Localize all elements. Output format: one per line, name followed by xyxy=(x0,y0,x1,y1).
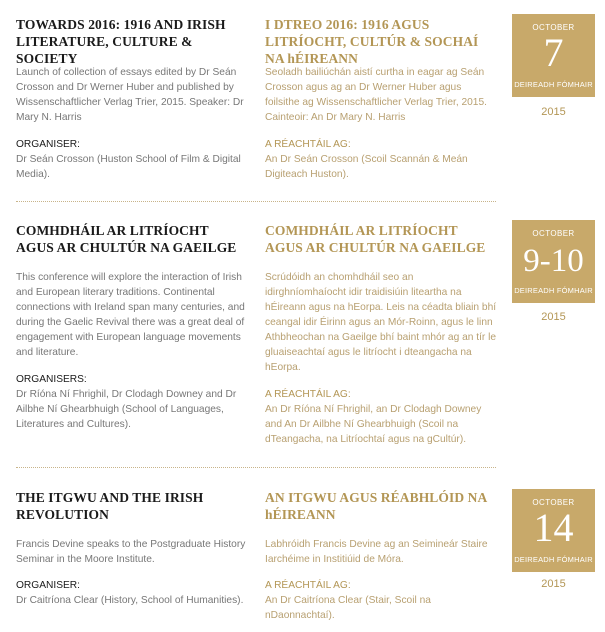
date-month: OCTOBER xyxy=(532,229,575,238)
event-title: THE ITGWU AND THE IRISH REVOLUTION xyxy=(16,490,204,522)
organiser-label-irish: A RÉACHTÁIL AG: xyxy=(265,139,351,150)
date-day: 9-10 xyxy=(523,243,584,279)
event-description-irish: Scrúdóidh an chomhdháil seo an idirghníomhaíocht idir traidisiúin liteartha na hÉireann agus na hEorpa. Leis na céadta bliain bhí ceangal idir Éirinn agus an Mór-Roinn, agus le linn Athbheochan na Gaeilge bhí baint mhór ag an tír le gluaiseachtaí agus le litríocht i dteangacha na hEorpa. xyxy=(265,272,497,373)
organiser-text: Dr Caitríona Clear (History, School of Humanities). xyxy=(16,595,244,606)
event-2-irish xyxy=(265,222,497,447)
event-title-irish: I DTREO 2016: 1916 AGUS LITRÍOCHT, CULTÚR & SOCHAÍ NA hÉIREANN xyxy=(265,17,479,66)
date-year: 2015 xyxy=(541,106,566,118)
organiser-label-irish: A RÉACHTÁIL AG: xyxy=(265,389,351,400)
organiser-text-irish: An Dr Seán Crosson (Scoil Scannán & Meán Digiteach Huston). xyxy=(265,154,468,180)
divider xyxy=(16,467,496,468)
date-month: OCTOBER xyxy=(532,498,575,507)
date-day: 14 xyxy=(533,505,574,550)
organiser-text: Dr Ríóna Ní Fhrighil, Dr Clodagh Downey and Dr Ailbhe Ní Ghearbhuigh (School of Languages, Literatures and Cultures). xyxy=(16,389,237,430)
event-2-english xyxy=(16,222,248,432)
date-badge xyxy=(512,14,595,97)
event-title: COMHDHÁIL AR LITRÍOCHT AGUS AR CHULTÚR NA GAEILGE xyxy=(16,223,237,255)
divider xyxy=(16,201,496,202)
organiser-label: ORGANISERS: xyxy=(16,374,87,385)
date-month: OCTOBER xyxy=(532,23,575,32)
date-month-irish: DEIREADH FÓMHAIR xyxy=(514,286,593,295)
date-badge xyxy=(512,489,595,572)
event-description-irish: Labhróidh Francis Devine ag an Seimineár Staire Iarchéime in Institiúid de Móra. xyxy=(265,539,488,565)
event-description-irish: Seoladh bailiúchán aistí curtha in eagar ag Seán Crosson agus ag an Dr Werner Huber agus foilsithe ag Wissenschaftlicher Verlag Trier, 2015. Cainteoir: An Dr Mary N. Harris xyxy=(265,67,487,123)
event-1-irish xyxy=(265,16,497,182)
date-year: 2015 xyxy=(541,578,566,590)
date-day: 7 xyxy=(543,30,564,75)
organiser-text: Dr Seán Crosson (Huston School of Film & Digital Media). xyxy=(16,154,241,180)
event-description: Francis Devine speaks to the Postgraduate History Seminar in the Moore Institute. xyxy=(16,539,246,565)
event-description: This conference will explore the interaction of Irish and European literary traditions. Continental connections with Ireland span many centuries, and during the Gaelic Revival there was a great deal of engagement with European language movements and literature. xyxy=(16,272,245,358)
organiser-label: ORGANISER: xyxy=(16,139,80,150)
event-3-english xyxy=(16,489,248,608)
organiser-text-irish: An Dr Caitríona Clear (Stair, Scoil na nDaonnachtaí). xyxy=(265,595,431,621)
event-3-irish xyxy=(265,489,497,623)
organiser-text-irish: An Dr Ríóna Ní Fhrighil, an Dr Clodagh Downey and An Dr Ailbhe Ní Ghearbhuigh (Scoil na dTeangacha, na Litríochtaí agus na gCultúr). xyxy=(265,404,482,445)
event-title-irish: COMHDHÁIL AR LITRÍOCHT AGUS AR CHULTÚR NA GAEILGE xyxy=(265,223,486,255)
organiser-label-irish: A RÉACHTÁIL AG: xyxy=(265,580,351,591)
date-year: 2015 xyxy=(541,311,566,323)
event-title: TOWARDS 2016: 1916 AND IRISH LITERATURE, CULTURE & SOCIETY xyxy=(16,17,226,66)
date-month-irish: DEIREADH FÓMHAIR xyxy=(514,80,593,89)
event-1-english xyxy=(16,16,248,182)
date-month-irish: DEIREADH FÓMHAIR xyxy=(514,555,593,564)
event-title-irish: AN ITGWU AGUS RÉABHLÓID NA hÉIREANN xyxy=(265,490,487,522)
date-badge xyxy=(512,220,595,303)
event-description: Launch of collection of essays edited by Dr Seán Crosson and Dr Werner Huber and published by Wissenschaftlicher Verlag Trier, 2015. Speaker: Dr Mary N. Harris xyxy=(16,67,244,123)
organiser-label: ORGANISER: xyxy=(16,580,80,591)
